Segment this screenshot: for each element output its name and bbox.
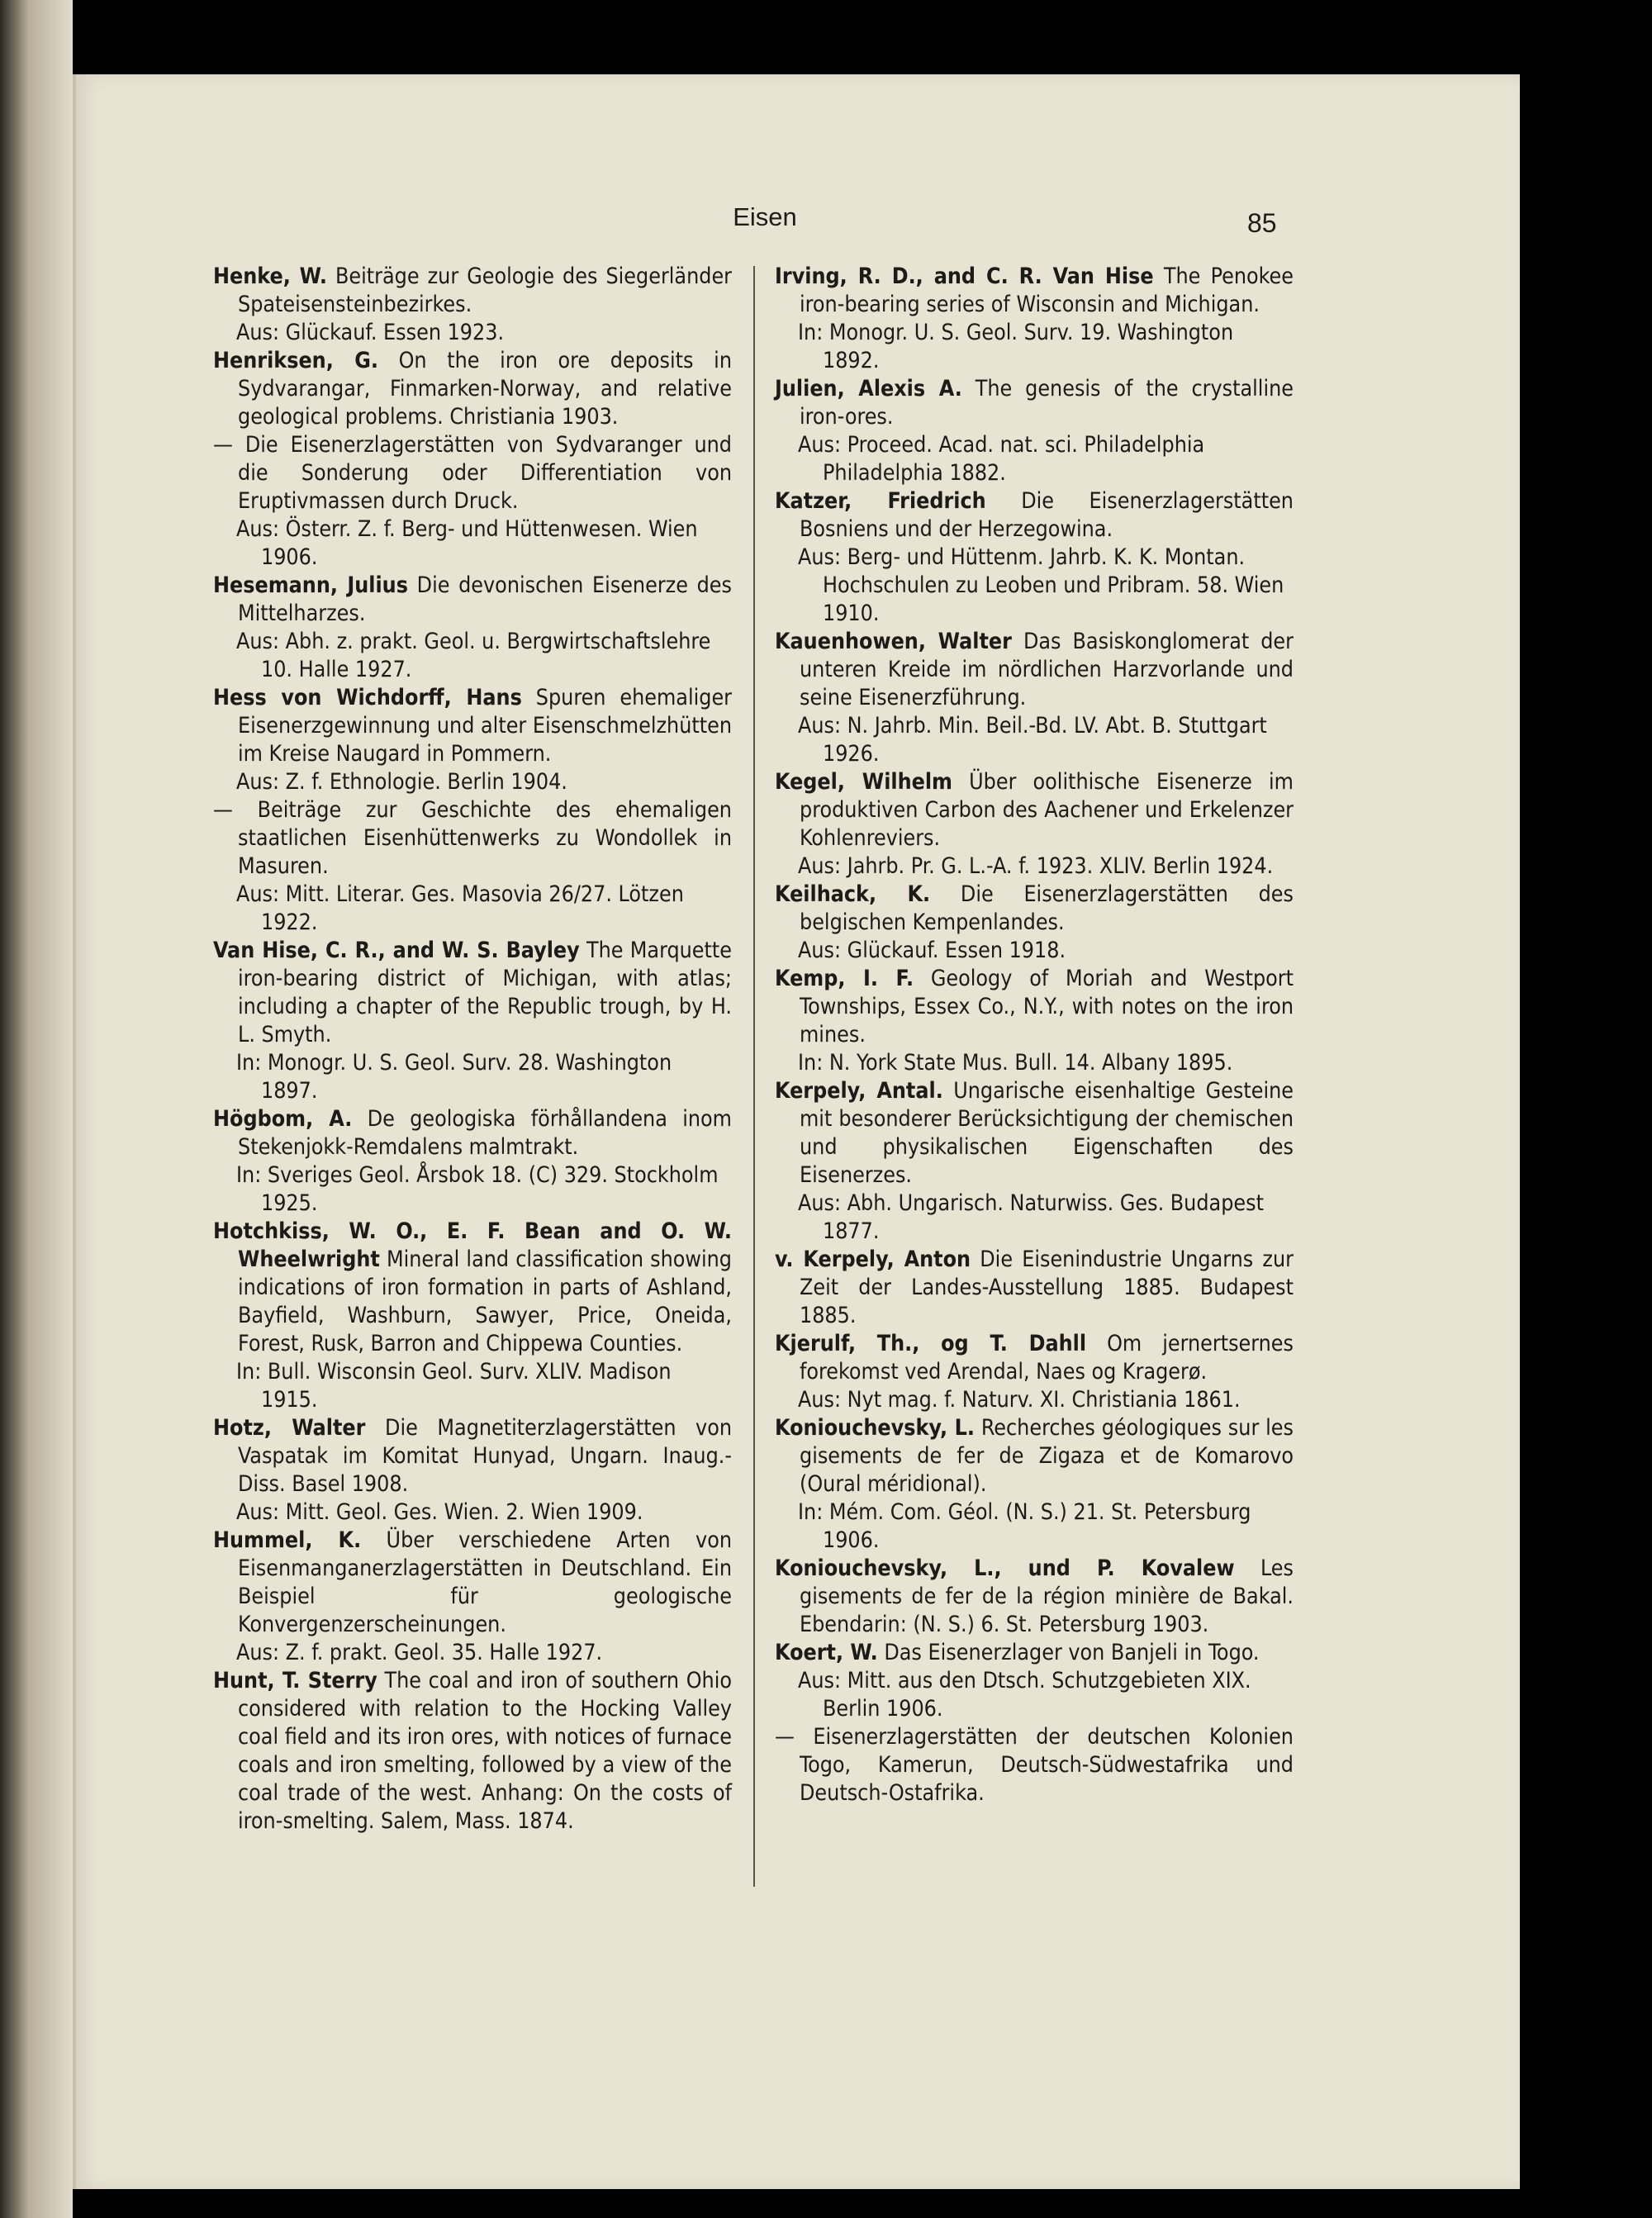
- entry-source: Aus: Mitt. Geol. Ges. Wien. 2. Wien 1909.: [236, 1499, 643, 1525]
- entry-author: Hummel, K.: [213, 1527, 362, 1553]
- entry-author: Kjerulf, Th., og T. Dahll: [775, 1331, 1087, 1356]
- entry-author: Henke, W.: [213, 264, 327, 289]
- entry-author: Van Hise, C. R., and W. S. Bayley: [213, 938, 580, 963]
- bibliography-entry: [213, 1218, 732, 1414]
- entry-title: Beiträge zur Geologie des Siegerländer Spateisensteinbezirkes.: [238, 264, 732, 317]
- bibliography-entry: [213, 347, 732, 431]
- entry-title: Eisenerzlagerstätten der deutschen Kolonien Togo, Kamerun, Deutsch-Südwestafrika und Deutsch-Ostafrika.: [800, 1724, 1294, 1806]
- bibliography-entry: [775, 1077, 1294, 1246]
- bibliography-entry: [775, 628, 1294, 768]
- entry-title: Geology of Moriah and Westport Townships, Essex Co., N.Y., with notes on the iron mines.: [800, 966, 1294, 1047]
- entry-title: Die Magnetiterzlagerstätten von Vaspatak im Komitat Hunyad, Ungarn. Inaug.-Diss. Basel 1908.: [238, 1415, 732, 1497]
- bibliography-entry: [775, 768, 1294, 881]
- entry-author: Hunt, T. Sterry: [213, 1668, 377, 1693]
- book-gutter: [0, 0, 73, 2218]
- entry-source: In: Monogr. U. S. Geol. Surv. 28. Washington 1897.: [236, 1050, 672, 1104]
- entry-title: Die Eisenindustrie Ungarns zur Zeit der Landes-Ausstellung 1885. Budapest 1885.: [800, 1247, 1294, 1328]
- entry-title: Om jernertsernes forekomst ved Arendal, Naes og Kragerø.: [800, 1331, 1294, 1384]
- entry-title: Die Eisenerzlagerstätten von Sydvaranger und die Sonderung oder Differentiation von Eruptivmassen durch Druck.: [238, 432, 732, 514]
- entry-title: Spuren ehemaliger Eisenerzgewinnung und alter Eisenschmelzhütten im Kreise Naugard in Pommern.: [238, 685, 732, 767]
- entry-author: Kemp, I. F.: [775, 966, 914, 991]
- entry-author: Högbom, A.: [213, 1106, 353, 1132]
- entry-source: Aus: N. Jahrb. Min. Beil.-Bd. LV. Abt. B. Stuttgart 1926.: [798, 713, 1267, 767]
- bibliography-entry: [775, 1330, 1294, 1414]
- entry-author: Hotz, Walter: [213, 1415, 366, 1441]
- entry-source: Aus: Jahrb. Pr. G. L.-A. f. 1923. XLIV. Berlin 1924.: [798, 853, 1274, 879]
- bibliography-entry: [775, 1555, 1294, 1639]
- entry-author: Kauenhowen, Walter: [775, 629, 1012, 654]
- entry-author: Hess von Wichdorff, Hans: [213, 685, 522, 710]
- entry-source: Aus: Mitt. aus den Dtsch. Schutzgebieten XIX. Berlin 1906.: [798, 1668, 1251, 1722]
- entry-source: Aus: Österr. Z. f. Berg- und Hüttenwesen. Wien 1906.: [236, 516, 698, 570]
- bibliography-entry: [213, 263, 732, 347]
- entry-source: Aus: Mitt. Literar. Ges. Masovia 26/27. Lötzen 1922.: [236, 881, 684, 935]
- entry-title: The coal and iron of southern Ohio considered with relation to the Hocking Valley coal field and its iron ores, with notices of furnace coals and iron smelting, followed by a view of the coal trade of the west. Anhang: On the costs of iron-smelting. Salem, Mass. 1874.: [238, 1668, 732, 1834]
- entry-author-dash: —: [213, 797, 233, 823]
- entry-source: Aus: Z. f. prakt. Geol. 35. Halle 1927.: [236, 1640, 603, 1665]
- bibliography-entry: [213, 1527, 732, 1667]
- entry-author: Keilhack, K.: [775, 881, 931, 907]
- bibliography-entry: [775, 1414, 1294, 1555]
- bibliography-entry: [775, 1639, 1294, 1723]
- entry-author: Irving, R. D., and C. R. Van Hise: [775, 264, 1154, 289]
- bibliography-entry: [213, 1414, 732, 1527]
- bibliography-entry: [775, 263, 1294, 375]
- bibliography-entry: [213, 1667, 732, 1836]
- entry-title: De geologiska förhållandena inom Stekenjokk-Remdalens malmtrakt.: [238, 1106, 732, 1160]
- entry-title: The genesis of the crystalline iron-ores.: [800, 376, 1294, 430]
- entry-source: Aus: Glückauf. Essen 1918.: [798, 938, 1066, 963]
- bibliography-entry: [213, 431, 732, 572]
- right-column: [775, 263, 1294, 1807]
- column-divider: [753, 266, 755, 1887]
- entry-author-dash: —: [775, 1724, 795, 1750]
- bibliography-entry: [775, 881, 1294, 965]
- entry-author: Katzer, Friedrich: [775, 488, 986, 514]
- entry-source: Aus: Abh. Ungarisch. Naturwiss. Ges. Budapest 1877.: [798, 1190, 1264, 1244]
- entry-author: v. Kerpely, Anton: [775, 1247, 971, 1272]
- bibliography-entry: [213, 572, 732, 684]
- entry-title: Die Eisenerzlagerstätten des belgischen Kempenlandes.: [800, 881, 1294, 935]
- entry-source: Aus: Proceed. Acad. nat. sci. Philadelphia Philadelphia 1882.: [798, 432, 1205, 486]
- entry-source: Aus: Glückauf. Essen 1923.: [236, 320, 505, 345]
- entry-title: Das Basiskonglomerat der unteren Kreide im nördlichen Harzvorlande und seine Eisenerzführung.: [800, 629, 1294, 710]
- entry-source: Aus: Abh. z. prakt. Geol. u. Bergwirtschaftslehre 10. Halle 1927.: [236, 629, 711, 682]
- entry-author: Koert, W.: [775, 1640, 878, 1665]
- entry-author: Julien, Alexis A.: [775, 376, 962, 401]
- entry-author-dash: —: [213, 432, 233, 458]
- entry-source: In: Monogr. U. S. Geol. Surv. 19. Washington 1892.: [798, 320, 1234, 373]
- entry-author: Hotchkiss, W. O., E. F. Bean and O. W. Wheelwright: [213, 1218, 732, 1272]
- bibliography-entry: [775, 1723, 1294, 1807]
- entry-author: Kegel, Wilhelm: [775, 769, 952, 795]
- entry-title: Ungarische eisenhaltige Gesteine mit besonderer Berücksichtigung der chemischen und physikalischen Eigenschaften des Eisenerzes.: [800, 1078, 1294, 1188]
- bibliography-entry: [213, 684, 732, 796]
- entry-author: Koniouchevsky, L., und P. Kovalew: [775, 1555, 1235, 1581]
- entry-title: The Penokee iron-bearing series of Wisconsin and Michigan.: [800, 264, 1294, 317]
- entry-title: Über oolithische Eisenerze im produktiven Carbon des Aachener und Erkelenzer Kohlenreviers.: [800, 769, 1294, 851]
- entry-author: Hesemann, Julius: [213, 572, 408, 598]
- entry-source: In: Bull. Wisconsin Geol. Surv. XLIV. Madison 1915.: [236, 1359, 672, 1413]
- bibliography-entry: [775, 1246, 1294, 1330]
- entry-title: Das Eisenerzlager von Banjeli in Togo.: [884, 1640, 1260, 1665]
- bibliography-entry: [775, 965, 1294, 1077]
- bibliography-entry: [775, 487, 1294, 628]
- entry-title: Les gisements de fer de la région minière de Bakal. Ebendarin: (N. S.) 6. St. Petersburg 1903.: [800, 1555, 1294, 1637]
- entry-source: In: Sveriges Geol. Årsbok 18. (C) 329. Stockholm 1925.: [236, 1162, 719, 1216]
- entry-source: In: Mém. Com. Géol. (N. S.) 21. St. Petersburg 1906.: [798, 1499, 1251, 1553]
- bibliography-entry: [775, 375, 1294, 487]
- entry-title: Über verschiedene Arten von Eisenmanganerzlagerstätten in Deutschland. Ein Beispiel für geologische Konvergenzerscheinungen.: [238, 1527, 732, 1637]
- running-title: Eisen: [733, 202, 797, 231]
- entry-title: Die devonischen Eisenerze des Mittelharzes.: [238, 572, 732, 626]
- entry-source: Aus: Berg- und Hüttenm. Jahrb. K. K. Montan. Hochschulen zu Leoben und Pribram. 58. Wien 1910.: [798, 544, 1284, 626]
- bibliography-entry: [213, 796, 732, 937]
- entry-title: Mineral land classification showing indications of iron formation in parts of Ashland, Bayfield, Washburn, Sawyer, Price, Oneida, Forest, Rusk, Barron and Chippewa Counties.: [238, 1247, 732, 1356]
- entry-author: Koniouchevsky, L.: [775, 1415, 975, 1441]
- bibliography-entry: [213, 937, 732, 1105]
- left-column: [213, 263, 732, 1836]
- entry-source: Aus: Nyt mag. f. Naturv. XI. Christiania 1861.: [798, 1387, 1241, 1413]
- page-number: 85: [1247, 208, 1277, 238]
- entry-source: In: N. York State Mus. Bull. 14. Albany 1895.: [798, 1050, 1233, 1076]
- entry-author: Kerpely, Antal.: [775, 1078, 943, 1104]
- entry-source: Aus: Z. f. Ethnologie. Berlin 1904.: [236, 769, 567, 795]
- bibliography-entry: [213, 1105, 732, 1218]
- entry-title: On the iron ore deposits in Sydvarangar, Finmarken-Norway, and relative geological problems. Christiania 1903.: [238, 348, 732, 430]
- entry-title: Beiträge zur Geschichte des ehemaligen staatlichen Eisenhüttenwerks zu Wondollek in Masuren.: [238, 797, 732, 879]
- entry-title: The Marquette iron-bearing district of Michigan, with atlas; including a chapter of the Republic trough, by H. L. Smyth.: [238, 938, 732, 1047]
- entry-title: Recherches géologiques sur les gisements de fer de Zigaza et de Komarovo (Oural méridional).: [800, 1415, 1294, 1497]
- entry-author: Henriksen, G.: [213, 348, 378, 373]
- entry-title: Die Eisenerzlagerstätten Bosniens und der Herzegowina.: [800, 488, 1294, 542]
